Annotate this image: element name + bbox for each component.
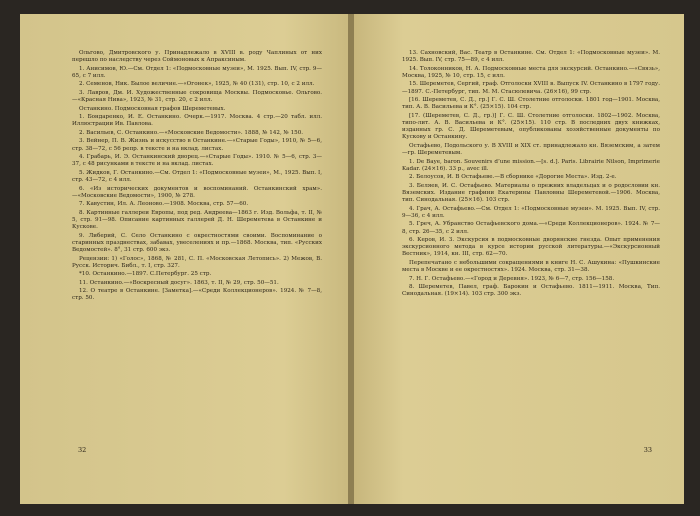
bibliography-entry: 3. Вейнер, П. В. Жизнь и искусство в Останкине.—«Старые Годы», 1910, № 5—6, стр. 38—72, с 56 репр. в тексте и на вклад. листах. [72,138,322,152]
bibliography-entry: [17. (Шереметев, С. Д., гр.)] Г. С. Ш. Столетние отголоски. 1802—1902. Москва, типо-лит. А. В. Васильева и К°. (25×15). 110 стр. В последних двух книжках, изданных гр. С. Д. Шереметевым, опубликованы хозяйственные документы по Кускову и Останкину. [402,112,660,141]
bibliography-entry: 5. Греч, А. Убранство Остафьевского дома.—«Среди Коллекционеров». 1924. № 7—8, стр. 26—35, с 2 илл. [402,221,660,235]
bibliography-entry: 13. Сахновский, Вас. Театр в Останкине. См. Отдел 1: «Подмосковные музеи». М. 1925. Вып. IV, стр. 75—89, с 4 илл. [402,50,660,64]
right-page [354,14,684,504]
bibliography-entry: 7. Н. Г. Остафьево.—«Город и Деревня». 1923, № 6—7, стр. 156—158. [409,275,615,282]
bibliography-entry: Перепечатано с небольшими сокращениями в книге Н. С. Ашукина: «Пушкинские места в Москве и ее окрестностях». 1924. Москва, стр. 31—38. [402,259,660,274]
bibliography-entry: 1. De Baye, baron. Souvenirs d’une mission.—[s. d.]. Paris. Librairie Nilson, Imprimerie Kadar. (24×16). 33 p., avec ill. [402,158,660,172]
bibliography-entry: 9. Либерий, С. Село Останкино с окрестностями своими. Воспоминание о старинных празднествах, забавах, увеселениях и пр.—1868. Москва, тип. «Русских Ведомостей». 8°, 31 стр. 600 экз. [72,232,322,253]
bibliography-entry: 5. Жидков, Г. Останкино.—См. Отдел 1: «Подмосковные музеи», М., 1925. Вып. I, стр. 43—72, с 4 илл. [72,169,322,184]
bibliography-entry: 15. Шереметев, Сергий, граф. Отголоски XVIII в. Выпуск IV. Останкино в 1797 году.—1897. С.-Петербург, тип. М. М. Стасюлевича. (26×16), 99 стр. [402,81,660,95]
right-page-number: 33 [643,446,652,454]
right-page-text [402,50,660,300]
bibliography-entry: 11. Останкино.—«Воскресный досуг». 1863, т. II, № 29, стр. 50—51. [79,279,279,286]
bibliography-entry: 7. Кавустин, Ил. А. Леоново.—1908. Москва, стр. 57—60. [79,201,249,208]
bibliography-entry: 4. Грабарь, И. Э. Останкинский дворец.—«Старые Годы». 1910. № 5—6, стр. 3—37, с 48 рисунками в тексте и на вклад. листах. [72,154,322,168]
bibliography-entry: 1. Анисимов, Ю.—См. Отдел 1: «Подмосковные музеи», М. 1925. Вып. IV, стр. 9—65, с 7 илл. [72,65,322,79]
bibliography-entry: 3. Лавров, Дм. И. Художественные сокровища Москвы. Подмосковье. Ольгово.—«Красная Нива», 1923, № 31, стр. 20, с 2 илл. [72,89,322,104]
bibliography-entry: 12. О театре в Останкине. [Заметка].—«Среди Коллекционеров». 1924. № 7—8, стр. 50. [72,288,322,302]
bibliography-entry: Остафьево, Подольского у. В XVIII и XIX ст. принадлежало кн. Вяземским, а затем—гр. Шереметевым. [402,142,660,156]
bibliography-entry: 6. Керов, И. З. Экскурсия в подмосковные дворянские гнезда. Опыт применения экскурсионного метода в курсе истории русской литературы.—«Экскурсионный Вестник», 1914, кн. III, стр. 62—70. [402,237,660,258]
bibliography-entry: 8. Картинные галлереи Европы, под ред. Андреева—1863 г. Изд. Вольфа, т. II, № 5, стр. 91—98. Описание картинных галлерей Д. Н. Шереметева в Останкине и Кускове. [72,209,322,231]
book-spread [20,14,684,506]
bibliography-entry: 1. Бондаренко, И. Е. Останкино. Очерк.—1917. Москва. 4 стр.—20 табл. илл. Иллюстрации Ив. Павлова. [72,114,322,128]
bibliography-entry: 14. Толоконников, Н. А. Подмосковные места для экскурсий. Останкино.—«Связь», Москва, 1925, № 10, стр. 15, с илл. [402,65,660,79]
left-page-number: 32 [78,446,87,454]
bibliography-entry: Рецензии: 1) «Голос», 1868, № 281, С. П. «Московская Летопись». 2) Межов, В. Русск. Историч. Библ., т. I, стр. 327. [72,255,322,269]
bibliography-entry: [16. Шереметев, С. Д., гр.] Г. С. Ш. Столетние отголоски. 1801 год—1901. Москва, тип. А. В. Васильева и К°. (25×15). 104 стр. [402,97,660,111]
bibliography-entry: 2. Васильев, С. Останкино.—«Московские Ведомости». 1888, № 142, № 150. [79,129,304,136]
bibliography-entry: 3. Беляев, И. С. Остафьево. Материалы о прежних владельцах и о родословии кн. Вяземских. Издание графини Екатерины Павловны Шереметевой.—1906. Москва, тип. Синодальная. (25×16). 103 стр. [402,182,660,204]
bibliography-entry: 8. Шереметев, Павел, граф. Барокин и Остафьево. 1811—1911. Москва, Тип. Синодальная. (19×14). 103 стр. 300 экз. [402,284,660,298]
bibliography-entry: 2. Белоусов, И. В Остафьеве.—В сборнике «Дорогие Места». Изд. 2-е. [409,174,617,181]
bibliography-entry: Останкино. Подмосковная графов Шереметевых. [79,105,226,112]
bibliography-entry: Ольгово, Дмитровского у. Принадлежало в XVIII в. роду Чаплиных от них перешло по наследству через Соймоновых к Апраксиным. [72,50,322,64]
bibliography-entry: 6. «Из исторических документов и воспоминаний. Останкинский храм».—«Московские Ведомости», 1900, № 278. [72,185,322,199]
bibliography-entry: 4. Грач, А. Остафьево.—См. Отдел 1: «Подмосковные музеи». М. 1925. Вып. IV, стр. 9—36, с 4 илл. [402,205,660,219]
left-page-text [72,50,322,304]
left-page [20,14,350,504]
bibliography-entry: *10. Останкино.—1897. С.Петербург. 25 стр. [79,271,212,278]
bibliography-entry: 2. Семенов, Ник. Былое величие.—«Огонек», 1925, № 40 (131), стр. 10, с 2 илл. [79,81,315,88]
